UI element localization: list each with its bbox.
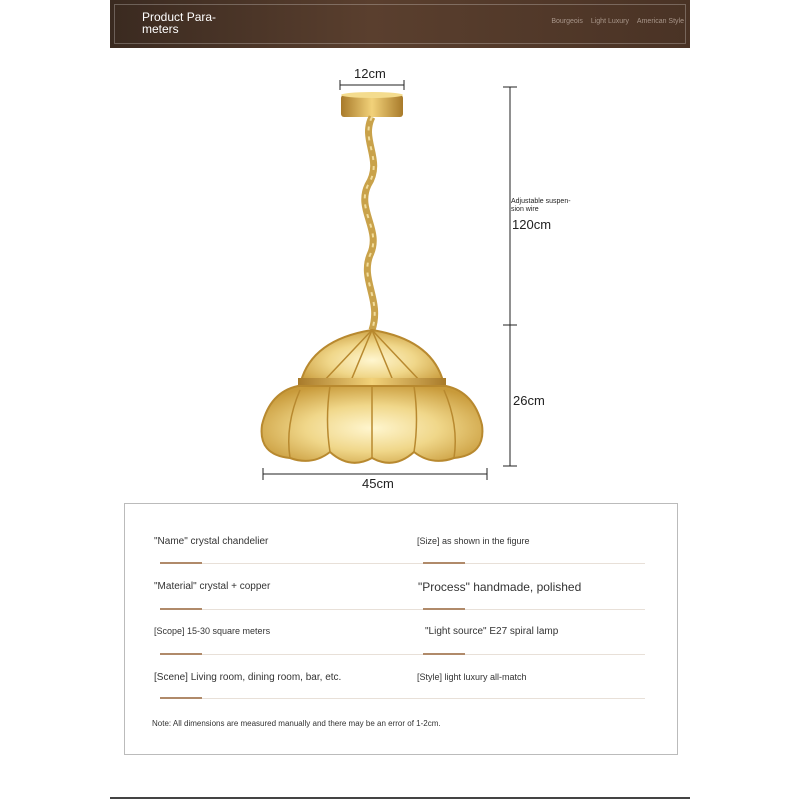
dim-line-vertical [503,87,517,466]
measurement-note: Note: All dimensions are measured manually and there may be an error of 1-2cm. [152,719,441,728]
tag-light-luxury: Light Luxury [590,18,629,25]
bottom-rule [110,797,690,799]
accent-1a [160,562,202,564]
tag-american-style: American Style [636,18,684,25]
param-scene: [Scene] Living room, dining room, bar, etc. [154,672,342,683]
row-divider-2 [160,609,645,610]
dim-top-width: 12cm [354,66,386,81]
dim-shade-height: 26cm [513,393,545,408]
accent-1b [423,562,465,564]
shade-band [298,378,446,386]
row-divider-3 [160,654,645,655]
param-style: [Style] light luxury all-match [417,672,527,682]
param-process: "Process" handmade, polished [418,580,582,594]
param-scope: [Scope] 15-30 square meters [154,626,271,636]
dim-line-top [340,80,404,90]
ceiling-canopy [341,95,403,117]
param-name: "Name" crystal chandelier [154,536,269,547]
page-title: Product Para- meters [142,10,217,36]
accent-3b [423,653,465,655]
dim-shade-width: 45cm [362,476,394,491]
shade-top-dome [300,330,444,385]
dim-suspension-length: 120cm [512,217,552,232]
row-divider-4 [160,698,645,699]
suspension-wire [365,117,375,330]
accent-4a [160,697,202,699]
accent-3a [160,653,202,655]
param-light-source: "Light source" E27 spiral lamp [425,626,559,637]
accent-2b [423,608,465,610]
param-material: "Material" crystal + copper [154,581,271,592]
row-divider-1 [160,563,645,564]
tag-bourgeois: Bourgeois [551,18,583,25]
dim-suspension-label: Adjustable suspen- sion wire [511,198,571,213]
accent-2a [160,608,202,610]
param-size: [Size] as shown in the figure [417,536,530,546]
